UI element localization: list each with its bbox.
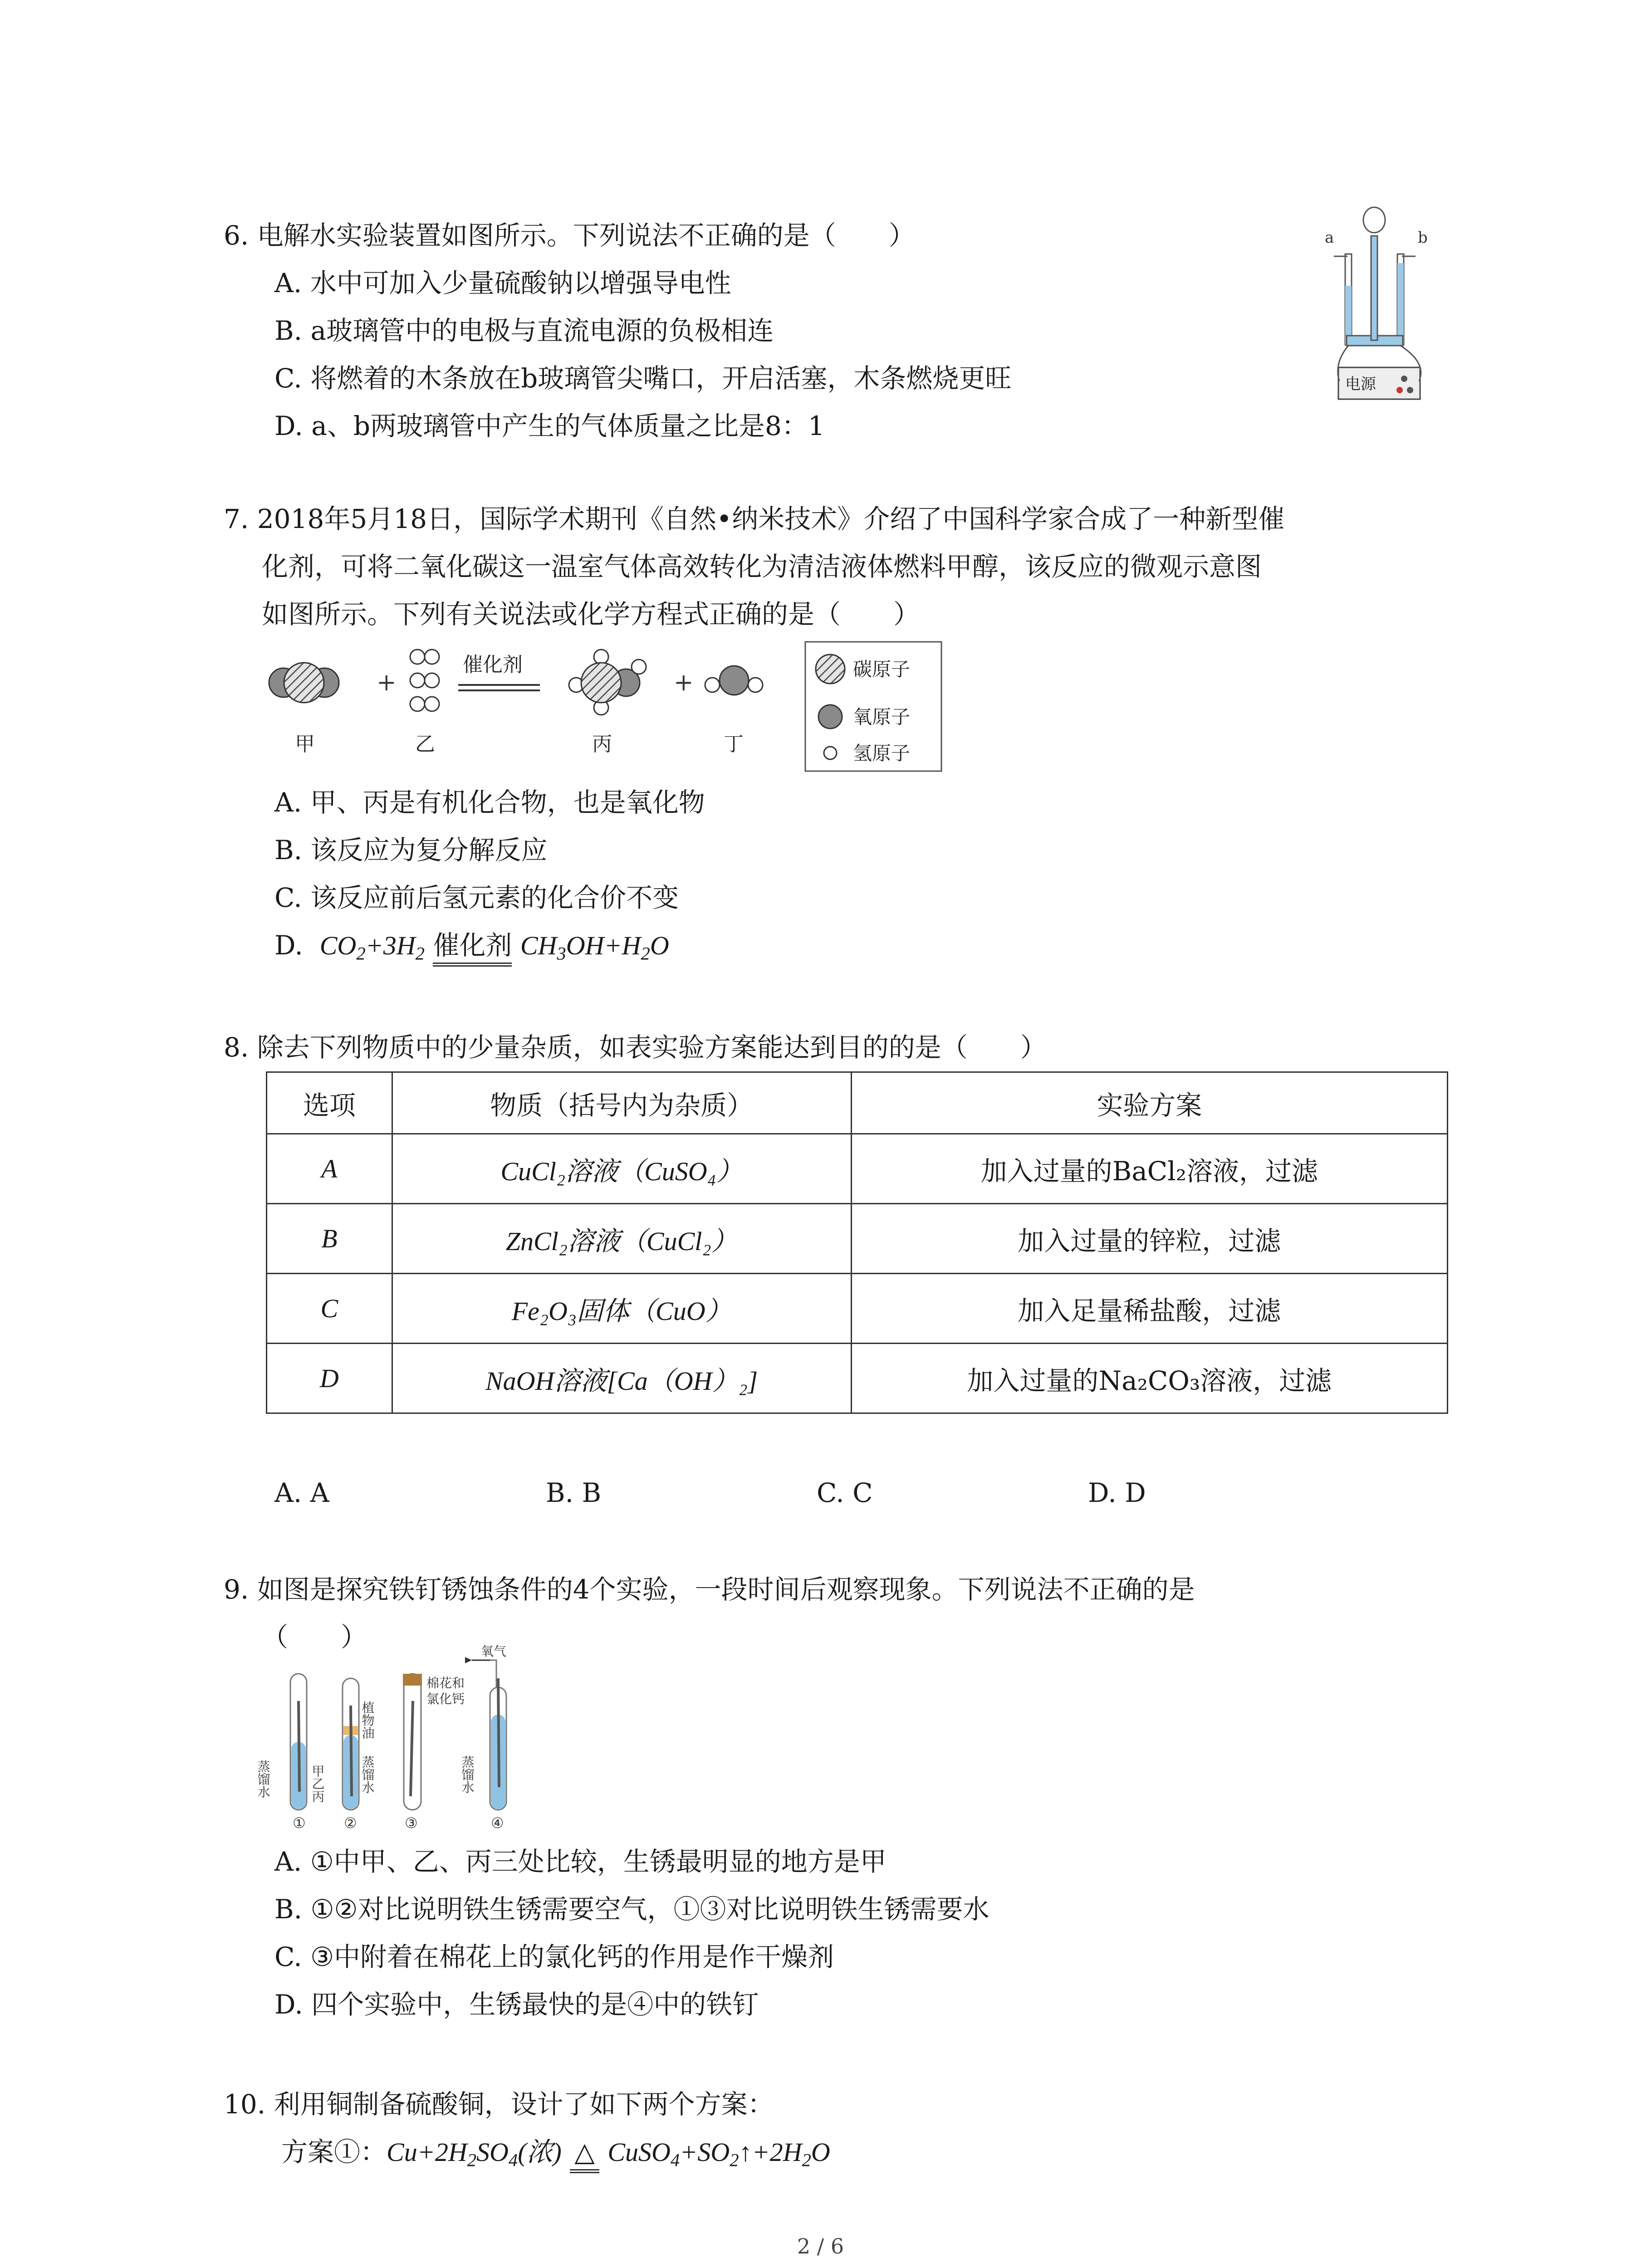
q10-equation-left: $Cu+2H_2SO_4$(浓) [387, 2137, 562, 2170]
label-2: ② [344, 1814, 357, 1832]
table-row [267, 1134, 1448, 1204]
row-method: 加入过量的Na₂CO₃溶液，过滤 [851, 1344, 1447, 1413]
q7-stem-line3: 如图所示。下列有关说法或化学方程式正确的是（ ） [262, 599, 920, 630]
q7-option-d-prefix: D. [274, 930, 303, 961]
q9-option-c: C. ③中附着在棉花上的氯化钙的作用是作干燥剂 [274, 1941, 834, 1972]
q8-table [266, 1071, 1448, 1414]
electrolysis-apparatus-figure [1307, 200, 1443, 417]
table-row [267, 1204, 1448, 1274]
q7-stem-line2: 化剂，可将二氧化碳这一温室气体高效转化为清洁液体燃料甲醇，该反应的微观示意图 [262, 551, 1262, 582]
row-option: A [267, 1134, 392, 1204]
q7-equation-left: $CO_2+3H_2$ [319, 931, 425, 964]
molecular-reaction-diagram [263, 640, 966, 776]
legend-carbon: 碳原子 [853, 658, 911, 680]
page-number: 2 / 6 [797, 2234, 844, 2258]
label-a: a [1325, 229, 1334, 247]
row-option: D [267, 1344, 392, 1413]
label-b: b [1418, 229, 1428, 247]
legend-hydrogen: 氢原子 [853, 742, 911, 764]
label-bing: 丙 [592, 733, 612, 756]
q7-equation-catalyst: 催化剂 [433, 930, 512, 967]
tube1-water-label: 蒸馏水 [255, 1760, 271, 1798]
q8-choice-b: B. B [546, 1477, 602, 1508]
table-row [267, 1274, 1448, 1344]
q8-choice-a: A. A [274, 1477, 329, 1508]
header-option: 选项 [267, 1072, 392, 1134]
legend-oxygen: 氧原子 [853, 706, 911, 728]
label-4: ④ [491, 1814, 504, 1832]
q9-option-d: D. 四个实验中，生锈最快的是④中的铁钉 [274, 1989, 759, 2020]
row-option: C [267, 1274, 392, 1344]
q9-stem-line2: （ ） [262, 1622, 367, 1652]
q7-equation-right: $CH_3OH+H_2O$ [520, 931, 669, 964]
row-option: B [267, 1204, 392, 1274]
label-yi: 乙 [415, 733, 435, 756]
q6-option-a: A. 水中可加入少量硫酸钠以增强导电性 [274, 268, 731, 298]
plus-2: + [674, 669, 694, 696]
q6-stem: 6. 电解水实验装置如图所示。下列说法不正确的是（ ） [224, 220, 915, 251]
tube4-water-label: 蒸馏水 [460, 1755, 475, 1794]
tube2-oil-label: 植物油 [360, 1701, 375, 1739]
q6-option-b: B. a玻璃管中的电极与直流电源的负极相连 [274, 315, 774, 346]
q8-choice-c: C. C [817, 1477, 873, 1508]
tube3-cotton-label-2: 氯化钙 [426, 1691, 465, 1706]
plus-1: + [377, 669, 397, 696]
q9-option-a: A. ①中甲、乙、丙三处比较，生锈最明显的地方是甲 [274, 1846, 887, 1877]
tube2-water-label: 蒸馏水 [360, 1755, 375, 1794]
table-header-row [267, 1072, 1448, 1134]
row-substance: NaOH溶液[Ca（OH）₂] [392, 1344, 851, 1413]
header-substance: 物质（括号内为杂质） [392, 1072, 851, 1134]
row-substance: Fe₂O₃固体（CuO） [392, 1274, 851, 1344]
tube1-jyb-label: 甲乙丙 [310, 1765, 325, 1803]
iron-rust-experiment-figure [254, 1644, 599, 1851]
catalyst-label: 催化剂 [463, 653, 523, 676]
q7-stem-line1: 7. 2018年5月18日，国际学术期刊《自然•纳米技术》介绍了中国科学家合成了一种新型催 [224, 503, 1285, 534]
q6-option-d: D. a、b两玻璃管中产生的气体质量之比是8：1 [274, 411, 825, 441]
q9-stem-line1: 9. 如图是探究铁钉锈蚀条件的4个实验，一段时间后观察现象。下列说法不正确的是 [224, 1574, 1195, 1605]
tube3-cotton-label-1: 棉花和 [426, 1676, 465, 1691]
tube4-oxygen-label: 氧气 [481, 1644, 507, 1659]
q10-equation-right: $CuSO_4+SO_2↑+2H_2O$ [607, 2137, 830, 2170]
row-substance: ZnCl₂溶液（CuCl₂） [392, 1204, 851, 1274]
label-ding: 丁 [724, 733, 744, 756]
q10-plan-1 [281, 2136, 830, 2170]
table-row [267, 1344, 1448, 1413]
q7-option-b: B. 该反应为复分解反应 [274, 835, 548, 865]
header-method: 实验方案 [851, 1072, 1447, 1134]
row-substance: CuCl₂溶液（CuSO₄） [392, 1134, 851, 1204]
row-method: 加入过量的锌粒，过滤 [851, 1204, 1447, 1274]
q8-stem: 8. 除去下列物质中的少量杂质，如表实验方案能达到目的的是（ ） [224, 1032, 1047, 1063]
q8-choice-d: D. D [1088, 1477, 1146, 1508]
q7-option-d [274, 930, 669, 964]
q6-option-c: C. 将燃着的木条放在b玻璃管尖嘴口，开启活塞，木条燃烧更旺 [274, 363, 1012, 394]
label-jia: 甲 [295, 733, 315, 756]
q10-plan-prefix: 方案①： [281, 2136, 387, 2167]
q7-option-c: C. 该反应前后氢元素的化合价不变 [274, 882, 679, 913]
q10-stem: 10. 利用铜制备硫酸铜，设计了如下两个方案： [224, 2089, 774, 2120]
q7-option-a: A. 甲、丙是有机化合物，也是氧化物 [274, 787, 705, 818]
label-3: ③ [405, 1814, 418, 1832]
row-method: 加入足量稀盐酸，过滤 [851, 1274, 1447, 1344]
label-1: ① [293, 1814, 306, 1832]
q9-option-b: B. ①②对比说明铁生锈需要空气，①③对比说明铁生锈需要水 [274, 1894, 989, 1925]
q10-heat-symbol: △ [570, 2136, 599, 2173]
power-label: 电源 [1345, 375, 1376, 393]
row-method: 加入过量的BaCl₂溶液，过滤 [851, 1134, 1447, 1204]
